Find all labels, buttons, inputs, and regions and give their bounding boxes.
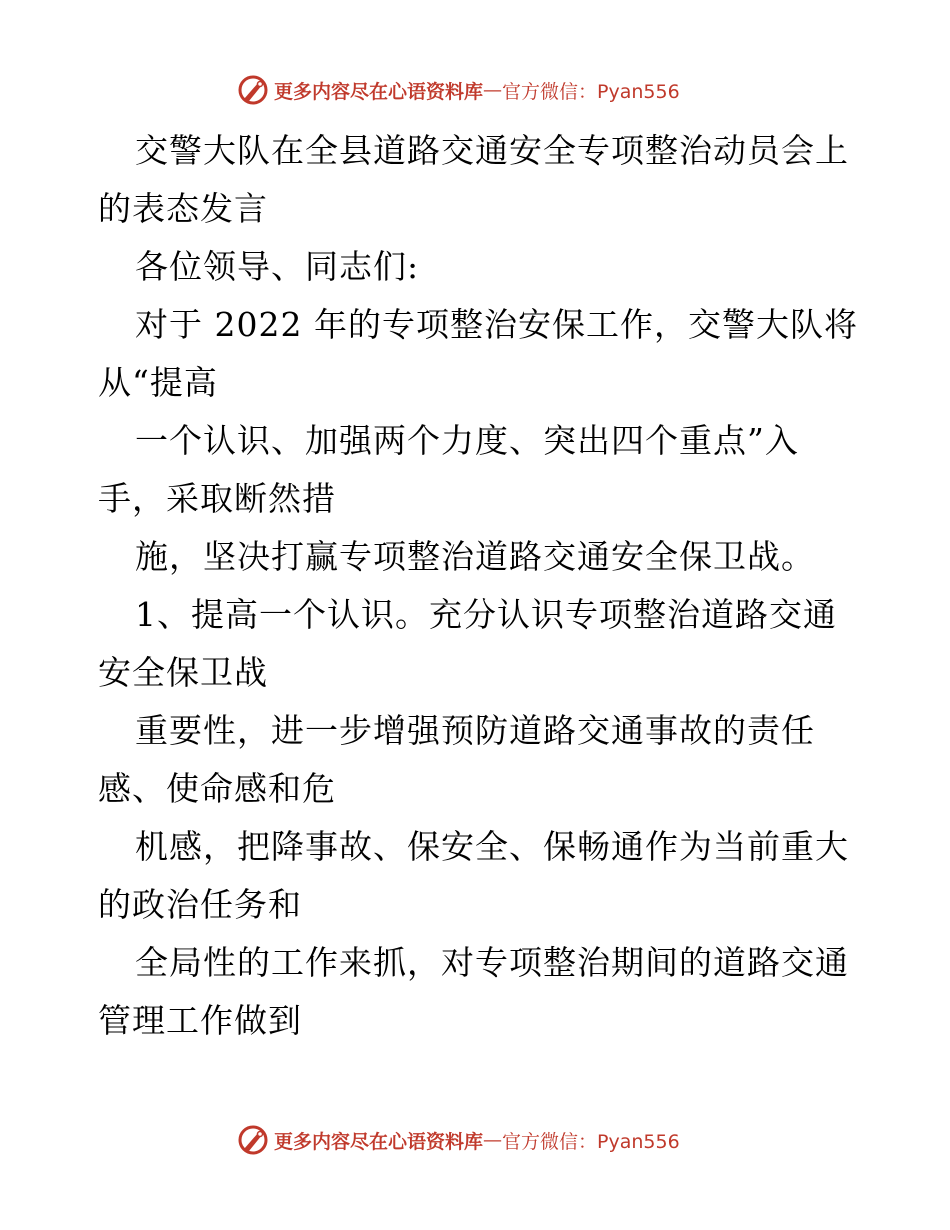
document-body	[98, 122, 858, 1050]
watermark-separator: —	[483, 1129, 503, 1151]
paragraph-line: 重要性，进一步增强预防道路交通事故的责任	[135, 711, 815, 750]
watermark-contact-text: 官方微信：Pyan556	[502, 80, 680, 103]
pen-nib-logo-icon	[236, 73, 270, 107]
paragraph-line: 感、使命感和危	[98, 769, 336, 808]
paragraph-line: 从“提高	[98, 363, 218, 402]
paragraph-line: 1、提高一个认识。充分认识专项整治道路交通	[135, 595, 837, 634]
paragraph-line: 对于 2022 年的专项整治安保工作，交警大队将	[135, 305, 858, 344]
paragraph-line: 各位领导、同志们:	[135, 247, 420, 286]
paragraph-line: 的政治任务和	[98, 885, 302, 924]
paragraph-line: 全局性的工作来抓，对专项整治期间的道路交通	[135, 943, 849, 982]
paragraph-line: 手，采取断然措	[98, 479, 336, 518]
paragraph-line: 施，坚决打赢专项整治道路交通安全保卫战。	[135, 537, 815, 576]
watermark-brand-text: 更多内容尽在心语资料库	[274, 80, 484, 103]
header-watermark	[236, 72, 680, 108]
paragraph-line: 一个认识、加强两个力度、突出四个重点”入	[135, 421, 799, 460]
watermark-brand-text: 更多内容尽在心语资料库	[274, 1130, 484, 1153]
watermark-contact-text: 官方微信：Pyan556	[502, 1130, 680, 1153]
paragraph-line: 交警大队在全县道路交通安全专项整治动员会上	[135, 131, 849, 170]
footer-watermark	[236, 1122, 680, 1158]
paragraph-line: 管理工作做到	[98, 1001, 302, 1040]
paragraph-line: 的表态发言	[98, 189, 268, 228]
paragraph-line: 机感，把降事故、保安全、保畅通作为当前重大	[135, 827, 849, 866]
pen-nib-logo-icon	[236, 1123, 270, 1157]
paragraph-line: 安全保卫战	[98, 653, 268, 692]
watermark-separator: —	[483, 79, 503, 101]
